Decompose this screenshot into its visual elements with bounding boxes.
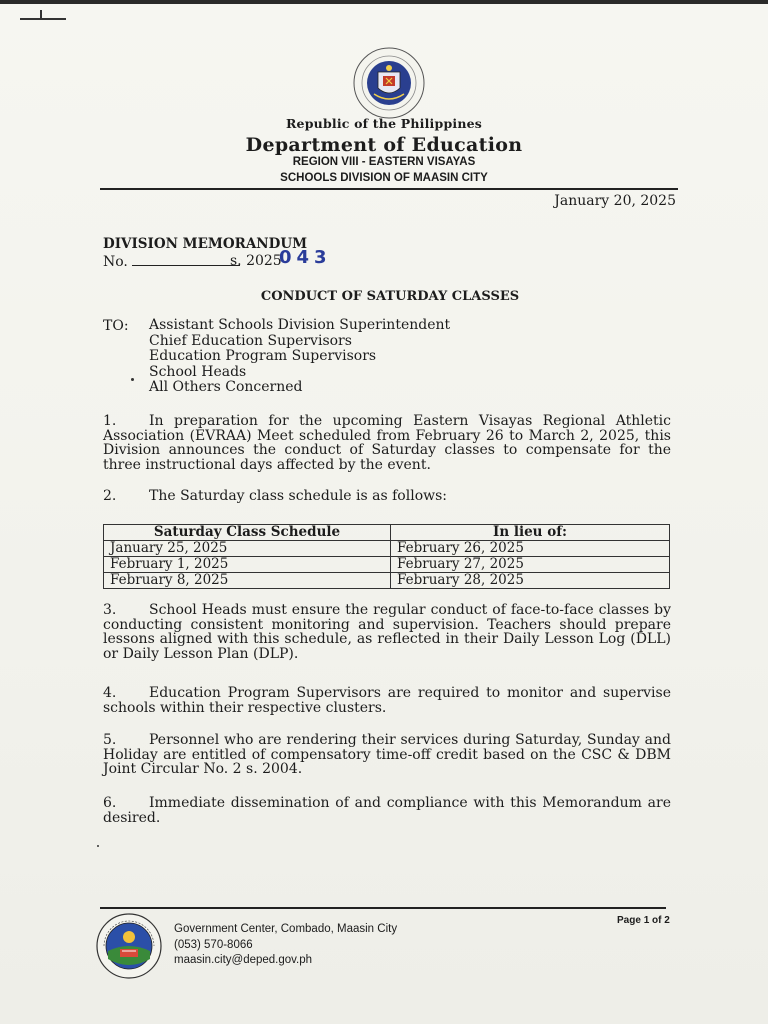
table-row [104, 541, 670, 557]
recipient: Education Program Supervisors [149, 348, 377, 364]
pen-mark [40, 10, 42, 18]
to-label: TO: [103, 318, 129, 334]
department-heading: Department of Education [245, 134, 523, 156]
page-indicator [617, 915, 670, 926]
paragraph-number: 6. [103, 795, 117, 811]
memo-number-blank [132, 253, 240, 266]
page-total: 2 [664, 915, 670, 926]
saturday-schedule-table [103, 524, 670, 589]
region-heading: REGION VIII - EASTERN VISAYAS [292, 156, 476, 168]
paragraph-4 [103, 686, 671, 715]
footer-phone: (053) 570-8066 [174, 938, 253, 951]
paragraph-3 [103, 603, 671, 661]
scan-edge [0, 0, 768, 4]
memo-type: DIVISION MEMORANDUM [103, 236, 308, 252]
recipient: Assistant Schools Division Superintendent [149, 317, 451, 333]
header-divider [100, 188, 678, 190]
paragraph-number: 2. [103, 488, 117, 504]
paragraph-text: In preparation for the upcoming Eastern Visayas Regional Athletic Association (EVRAA) Meet scheduled from February 26 to March 2, 2025, this Division announces the conduct of Saturday classes to compensate for the three instructional days affected by the event. [103, 413, 671, 473]
memo-number-handwritten: 043 [279, 247, 332, 268]
paragraph-text: Education Program Supervisors are required to monitor and supervise schools within their respective clusters. [103, 685, 671, 716]
table-cell: February 8, 2025 [104, 573, 391, 589]
memo-number-line [103, 247, 332, 270]
memo-no-label: No. [103, 254, 128, 270]
paragraph-6 [103, 796, 671, 825]
table-cell: February 1, 2025 [104, 557, 391, 573]
memo-series: s. 2025 [230, 253, 282, 269]
recipient: School Heads [149, 363, 247, 380]
paragraph-text: Immediate dissemination of and compliance with this Memorandum are desired. [103, 795, 671, 826]
column-header: Saturday Class Schedule [104, 525, 391, 541]
memo-date: January 20, 2025 [554, 193, 676, 209]
republic-heading: Republic of the Philippines [285, 116, 483, 131]
footer-contact [174, 922, 397, 969]
recipient: All Others Concerned [149, 379, 303, 395]
recipient-list [149, 318, 450, 396]
page-current: 1 [643, 915, 650, 926]
table-cell: January 25, 2025 [104, 541, 391, 557]
paragraph-number: 1. [103, 413, 117, 429]
page-prefix: Page [617, 915, 641, 926]
table-row [104, 573, 670, 589]
stray-mark [131, 378, 134, 381]
paragraph-1 [103, 414, 671, 472]
table-cell: February 27, 2025 [391, 557, 670, 573]
column-header: In lieu of: [391, 525, 670, 541]
recipient: Chief Education Supervisors [149, 332, 352, 349]
page-separator: of [652, 915, 662, 926]
paragraph-text: School Heads must ensure the regular conduct of face-to-face classes by conducting consistent monitoring and supervision. Teachers should prepare lessons aligned with this schedule, as reflected in their Daily Lesson Log (DLL) or Daily Lesson Plan (DLP). [103, 602, 671, 662]
memo-subject: CONDUCT OF SATURDAY CLASSES [260, 289, 520, 304]
footer-email: maasin.city@deped.gov.ph [174, 954, 313, 966]
table-cell: February 26, 2025 [391, 541, 670, 557]
paragraph-number: 5. [103, 732, 117, 748]
table-cell: February 28, 2025 [391, 573, 670, 589]
stray-mark [97, 845, 99, 847]
footer-address: Government Center, Combado, Maasin City [174, 923, 398, 935]
division-heading: SCHOOLS DIVISION OF MAASIN CITY [280, 172, 488, 184]
pen-mark [20, 18, 66, 20]
paragraph-number: 3. [103, 602, 117, 618]
table-header-row [104, 525, 670, 541]
paragraph-number: 4. [103, 685, 117, 701]
footer-divider [100, 907, 666, 909]
paragraph-2 [103, 489, 671, 504]
division-seal-icon [96, 913, 162, 979]
paragraph-text: Personnel who are rendering their services during Saturday, Sunday and Holiday are entitled of compensatory time-off credit based on the CSC & DBM Joint Circular No. 2 s. 2004. [103, 732, 671, 777]
table-row [104, 557, 670, 573]
paragraph-5 [103, 733, 671, 777]
paragraph-text: The Saturday class schedule is as follows: [149, 488, 448, 504]
deped-seal-icon [352, 46, 426, 120]
